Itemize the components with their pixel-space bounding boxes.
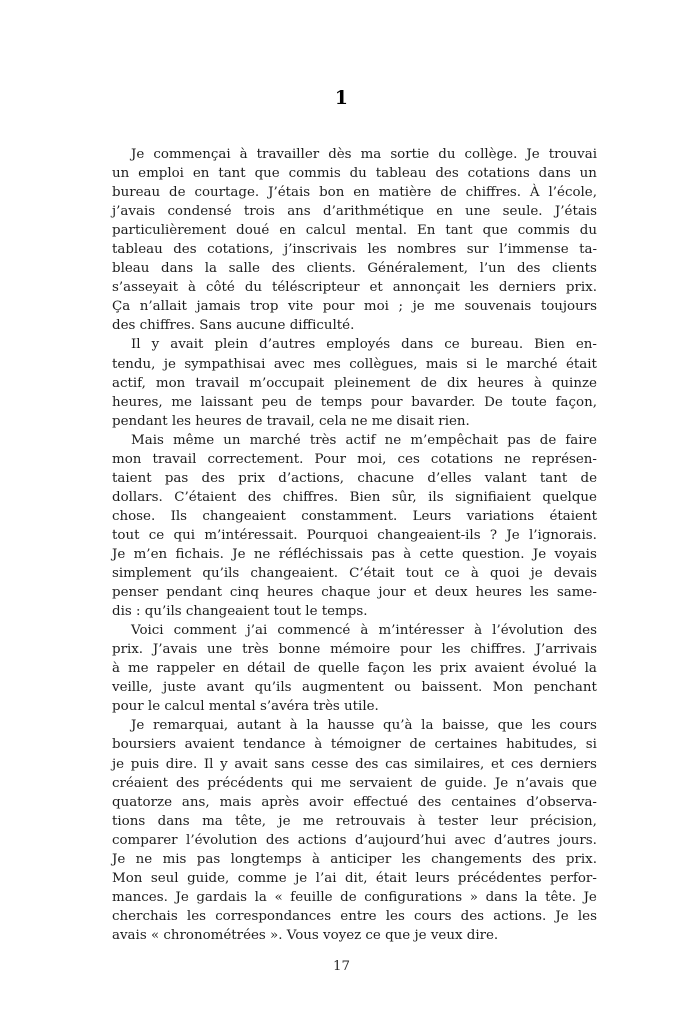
text-line: particulièrement doué en calcul mental. En tant que commis du: [112, 223, 597, 239]
text-line: chose. Ils changeaient constamment. Leurs variations étaient: [112, 508, 597, 524]
paragraph-4: [112, 621, 597, 716]
text-line: tableau des cotations, j’inscrivais les nombres sur l’immense ta-: [112, 242, 597, 258]
paragraph-5: [112, 716, 597, 945]
chapter-number-heading: 1: [334, 87, 349, 109]
text-line: taient pas des prix d’actions, chacune d’elles valant tant de: [112, 470, 597, 486]
text-line: tions dans ma tête, je me retrouvais à tester leur précision,: [112, 813, 597, 829]
text-line: s’asseyait à côté du téléscripteur et annonçait les derniers prix.: [112, 280, 597, 296]
text-line: Je ne mis pas longtemps à anticiper les changements des prix.: [112, 851, 597, 867]
text-line: boursiers avaient tendance à témoigner de certaines habitudes, si: [112, 737, 597, 753]
text-line: Mon seul guide, comme je l’ai dit, était leurs précédentes perfor-: [112, 870, 597, 886]
paragraph-2: [112, 335, 597, 430]
text-line: pour le calcul mental s’avéra très utile.: [112, 699, 379, 715]
paragraph-1: [112, 145, 597, 335]
text-line: Je m’en fichais. Je ne réfléchissais pas à cette question. Je voyais: [112, 546, 597, 562]
text-line: j’avais condensé trois ans d’arithmétique en une seule. J’étais: [112, 204, 597, 220]
text-line: veille, juste avant qu’ils augmentent ou baissent. Mon penchant: [112, 680, 597, 696]
text-line: Je commençai à travailler dès ma sortie du collège. Je trouvai: [131, 147, 597, 162]
text-line: simplement qu’ils changeaient. C’était tout ce à quoi je devais: [112, 566, 597, 582]
paragraph-3: [112, 431, 597, 621]
text-line: des chiffres. Sans aucune difficulté.: [112, 318, 355, 334]
text-line: quatorze ans, mais après avoir effectué des centaines d’observa-: [112, 794, 597, 810]
text-line: pendant les heures de travail, cela ne me disait rien.: [112, 413, 470, 429]
text-line: cherchais les correspondances entre les cours des actions. Je les: [112, 908, 597, 924]
text-line: prix. J’avais une très bonne mémoire pour les chiffres. J’arrivais: [112, 642, 597, 658]
text-line: avais « chronométrées ». Vous voyez ce que je veux dire.: [112, 927, 499, 943]
text-line: mon travail correctement. Pour moi, ces cotations ne représen-: [112, 451, 597, 467]
text-line: Voici comment j’ai commencé à m’intéresser à l’évolution des: [131, 623, 597, 639]
page-number-folio: 17: [332, 959, 351, 974]
text-line: penser pendant cinq heures chaque jour et deux heures les same-: [112, 585, 597, 601]
text-line: Je remarquai, autant à la hausse qu’à la baisse, que les cours: [131, 718, 597, 734]
text-line: bleau dans la salle des clients. Généralement, l’un des clients: [112, 261, 597, 277]
text-line: tout ce qui m’intéressait. Pourquoi changeaient-ils ? Je l’ignorais.: [112, 527, 597, 543]
body-text-block: [112, 145, 597, 945]
text-line: tendu, je sympathisai avec mes collègues, mais si le marché était: [112, 356, 597, 372]
text-line: à me rappeler en détail de quelle façon les prix avaient évolué la: [112, 661, 597, 677]
text-line: dis : qu’ils changeaient tout le temps.: [112, 604, 368, 620]
text-line: Il y avait plein d’autres employés dans ce bureau. Bien en-: [131, 337, 597, 353]
text-line: actif, mon travail m’occupait pleinement de dix heures à quinze: [112, 375, 597, 391]
text-line: bureau de courtage. J’étais bon en matière de chiffres. À l’école,: [112, 185, 597, 201]
text-line: je puis dire. Il y avait sans cesse des cas similaires, et ces derniers: [112, 756, 597, 772]
text-line: mances. Je gardais la « feuille de configurations » dans la tête. Je: [112, 889, 597, 905]
text-line: heures, me laissant peu de temps pour bavarder. De toute façon,: [112, 394, 597, 410]
text-line: comparer l’évolution des actions d’aujourd’hui avec d’autres jours.: [112, 832, 597, 848]
text-line: dollars. C’étaient des chiffres. Bien sûr, ils signifiaient quelque: [112, 489, 597, 505]
text-line: créaient des précédents qui me servaient de guide. Je n’avais que: [112, 775, 597, 791]
text-line: un emploi en tant que commis du tableau des cotations dans un: [112, 166, 597, 182]
text-line: Ça n’allait jamais trop vite pour moi ; je me souvenais toujours: [112, 299, 597, 315]
text-line: Mais même un marché très actif ne m’empêchait pas de faire: [131, 432, 597, 448]
